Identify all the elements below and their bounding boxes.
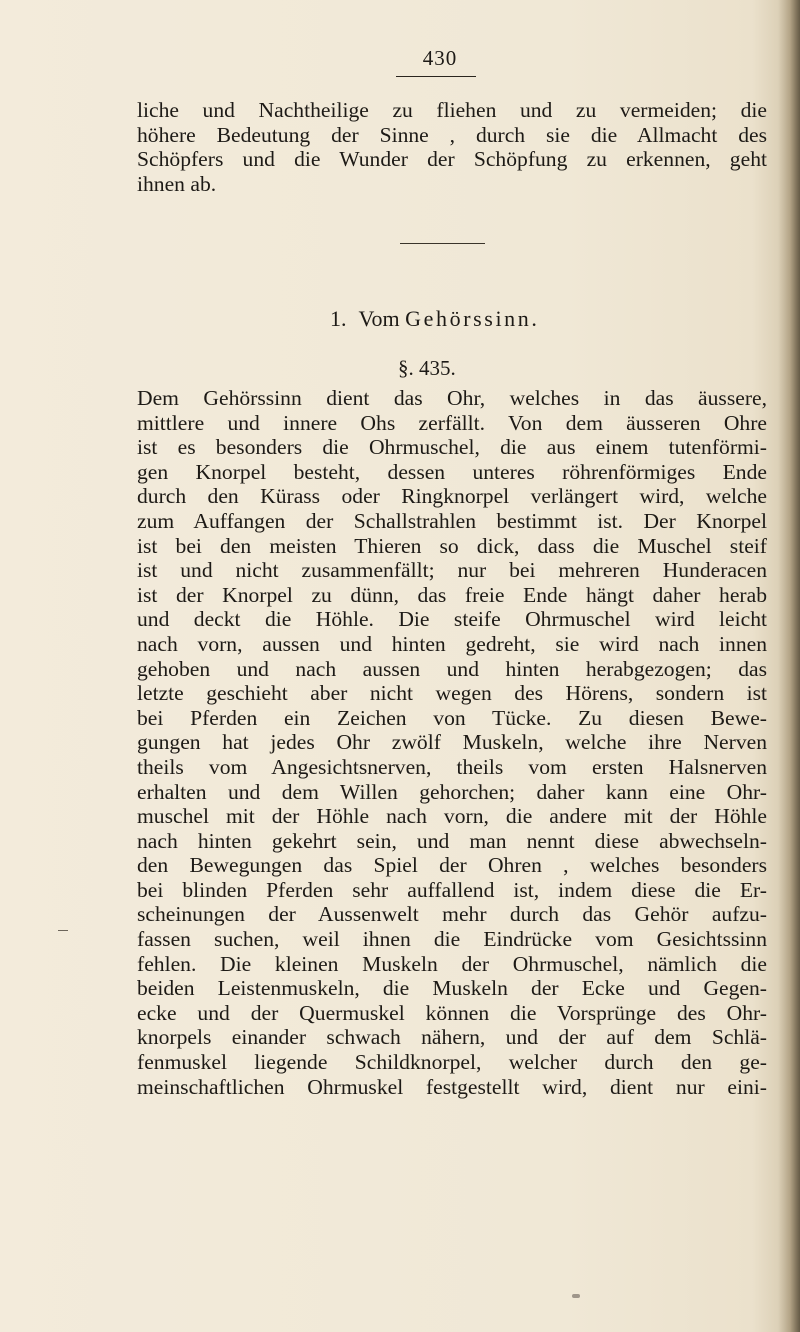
text-line: bei blinden Pferden sehr auffallend ist, indem diese die Er- xyxy=(137,877,767,902)
text-line: gungen hat jedes Ohr zwölf Muskeln, welche ihre Nerven xyxy=(137,730,767,755)
page-number: 430 xyxy=(422,46,458,70)
section-title-spaced: Gehörssinn. xyxy=(405,306,540,331)
text-line: nach vorn, aussen und hinten gedreht, sie wird nach innen xyxy=(137,631,767,656)
text-line: gehoben und nach aussen und hinten herabgezogen; das xyxy=(137,656,767,681)
text-line: durch den Kürass oder Ringknorpel verlängert wird, welche xyxy=(137,484,767,509)
section-number: 1. xyxy=(330,306,347,331)
text-line: nach hinten gekehrt sein, und man nennt diese abwechseln- xyxy=(137,828,767,853)
section-heading xyxy=(330,306,540,332)
text-line: fehlen. Die kleinen Muskeln der Ohrmuschel, nämlich die xyxy=(137,951,767,976)
margin-mark xyxy=(58,930,68,931)
text-line: erhalten und dem Willen gehorchen; daher kann eine Ohr- xyxy=(137,779,767,804)
text-line: meinschaftlichen Ohrmuskel festgestellt wird, dient nur eini- xyxy=(137,1074,767,1099)
text-line: scheinungen der Aussenwelt mehr durch das Gehör aufzu- xyxy=(137,902,767,927)
text-line: den Bewegungen das Spiel der Ohren , welches besonders xyxy=(137,853,767,878)
text-line: fenmuskel liegende Schildknorpel, welcher durch den ge- xyxy=(137,1050,767,1075)
text-line: zum Auffangen der Schallstrahlen bestimmt ist. Der Knorpel xyxy=(137,508,767,533)
text-line: knorpels einander schwach nähern, und der auf dem Schlä- xyxy=(137,1025,767,1050)
text-line: liche und Nachtheilige zu fliehen und zu vermeiden; die xyxy=(137,98,767,122)
text-line: muschel mit der Höhle nach vorn, die andere mit der Höhle xyxy=(137,804,767,829)
page-number-rule xyxy=(396,76,476,77)
ink-smudge xyxy=(572,1294,580,1298)
text-line: letzte geschieht aber nicht wegen des Hörens, sondern ist xyxy=(137,681,767,706)
text-line: ihnen ab. xyxy=(137,171,217,196)
intro-paragraph xyxy=(137,98,767,196)
text-line: Schöpfers und die Wunder der Schöpfung zu erkennen, geht xyxy=(137,147,767,172)
text-line: fassen suchen, weil ihnen die Eindrücke vom Gesichtssinn xyxy=(137,927,767,952)
text-line: Dem Gehörssinn dient das Ohr, welches in das äussere, xyxy=(137,386,767,410)
text-line: und deckt die Höhle. Die steife Ohrmuschel wird leicht xyxy=(137,607,767,632)
section-divider xyxy=(400,243,485,244)
text-line: ecke und der Quermuskel können die Vorsprünge des Ohr- xyxy=(137,1000,767,1025)
section-title-word: Vom xyxy=(358,306,400,331)
paragraph-number: §. 435. xyxy=(398,356,456,380)
text-line: beiden Leistenmuskeln, die Muskeln der Ecke und Gegen- xyxy=(137,976,767,1001)
text-line: theils vom Angesichtsnerven, theils vom ersten Halsnerven xyxy=(137,754,767,779)
text-line: gen Knorpel besteht, dessen unteres röhrenförmiges Ende xyxy=(137,459,767,484)
text-line: ist bei den meisten Thieren so dick, dass die Muschel steif xyxy=(137,533,767,558)
text-line: höhere Bedeutung der Sinne , durch sie die Allmacht des xyxy=(137,122,767,147)
body-paragraph xyxy=(137,386,767,1099)
page-edge-shadow xyxy=(778,0,800,1332)
text-line: ist der Knorpel zu dünn, das freie Ende hängt daher herab xyxy=(137,582,767,607)
text-line: ist es besonders die Ohrmuschel, die aus einem tutenförmi- xyxy=(137,435,767,460)
text-line: mittlere und innere Ohs zerfällt. Von dem äusseren Ohre xyxy=(137,410,767,435)
text-line: bei Pferden ein Zeichen von Tücke. Zu diesen Bewe- xyxy=(137,705,767,730)
text-line: ist und nicht zusammenfällt; nur bei mehreren Hunderacen xyxy=(137,558,767,583)
